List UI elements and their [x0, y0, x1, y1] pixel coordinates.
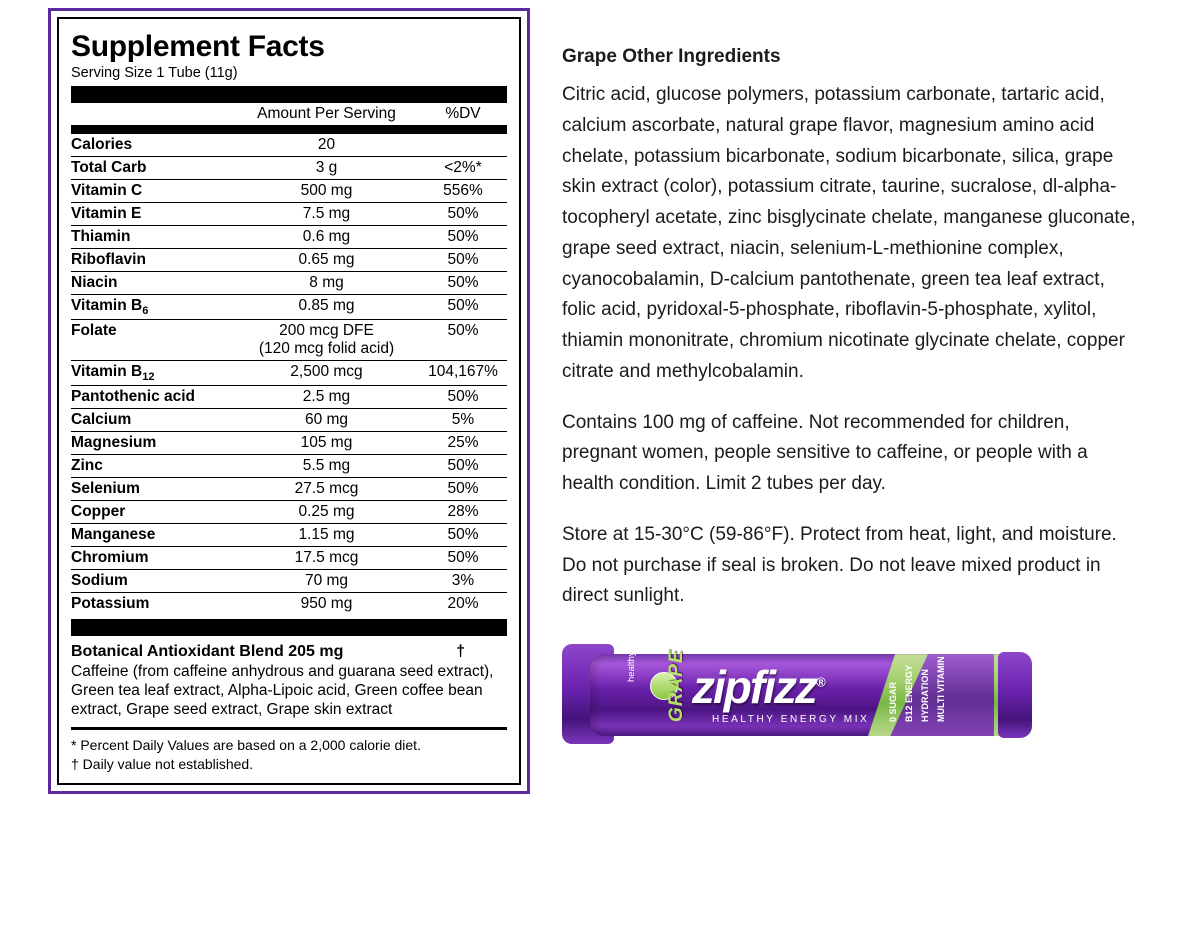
nutrient-name: Potassium [71, 592, 234, 615]
divider-footnote [71, 727, 507, 730]
folate-amount-secondary: (120 mcg folid acid) [258, 339, 395, 357]
nutrient-name: Niacin [71, 271, 234, 294]
brand-name: zipfizz [692, 661, 816, 714]
nutrient-amount: 5.5 mg [234, 454, 419, 477]
nutrient-dv: 50% [419, 523, 507, 546]
nutrient-amount: 105 mg [234, 431, 419, 454]
registered-mark-icon: ® [815, 674, 824, 690]
header-spacer [71, 103, 234, 125]
supplement-facts-inner [57, 17, 521, 785]
nutrient-amount: 0.65 mg [234, 248, 419, 271]
healthy-energy-label: healthy energy [626, 619, 637, 683]
ingredients-paragraph-3: Store at 15-30°C (59-86°F). Protect from heat, light, and moisture. Do not purchase if seal is broken. Do not leave mixed product in direct sunlight. [562, 523, 1117, 607]
nutrient-name: Manganese [71, 523, 234, 546]
header-percent-dv: %DV [445, 104, 481, 122]
table-row [71, 592, 507, 615]
nutrient-amount: 500 mg [234, 179, 419, 202]
nutrient-name: Calcium [71, 408, 234, 431]
divider-thick-top [71, 86, 507, 103]
nutrient-amount: 60 mg [234, 408, 419, 431]
botanical-blend-body: Caffeine (from caffeine anhydrous and guarana seed extract), Green tea leaf extract, Alpha-Lipoic acid, Green coffee bean extract, Grape seed extract, Grape skin extract [71, 662, 494, 718]
footnote-not-established: † Daily value not established. [71, 755, 254, 772]
claim-hydration: HYDRATION [920, 669, 930, 723]
table-row-folate [71, 319, 507, 360]
nutrient-name-vitamin-b12: Vitamin $B_{12}$ [71, 360, 234, 385]
tube-claims [884, 648, 994, 728]
flavor-label: GRAPE [666, 649, 687, 723]
nutrient-name: Chromium [71, 546, 234, 569]
nutrient-amount: 0.85 mg [234, 294, 419, 319]
nutrient-dv: 50% [419, 477, 507, 500]
divider-thick-blend [71, 619, 507, 636]
nutrient-amount: 70 mg [234, 569, 419, 592]
nutrient-dv: 50% [419, 202, 507, 225]
nutrient-dv: 20% [419, 592, 507, 615]
nutrient-amount: 950 mg [234, 592, 419, 615]
table-row [71, 294, 507, 319]
nutrient-amount: 2,500 mcg [234, 360, 419, 385]
nutrient-name: Calories [71, 135, 133, 153]
nutrient-amount: 3 g [234, 156, 419, 179]
nutrient-name: Selenium [71, 477, 234, 500]
ingredients-paragraph-1: Citric acid, glucose polymers, potassium carbonate, tartaric acid, calcium ascorbate, natural grape flavor, magnesium amino acid chelate, potassium bicarbonate, sodium bicarbonate, silica, grape skin extract (color), potassium citrate, taurine, sucralose, dl-alpha-tocopheryl acetate, zinc bisglycinate chelate, manganese gluconate, grape seed extract, niacin, selenium-L-methionine complex, cyanocobalamin, D-calcium pantothenate, green tea leaf extract, folic acid, pyridoxal-5-phosphate, riboflavin-5-phosphate, xylitol, thiamin mononitrate, chromium nicotinate glycinate chelate, copper citrate and methylcobalamin. [562, 84, 1136, 382]
nutrient-dv: 556% [419, 179, 507, 202]
nutrient-dv: <2%* [419, 156, 507, 179]
divider-med-header [71, 125, 507, 134]
nutrient-name: Thiamin [71, 225, 234, 248]
table-row [71, 202, 507, 225]
nutrient-amount: 0.6 mg [234, 225, 419, 248]
table-row [71, 156, 507, 179]
nutrient-dv: 50% [419, 385, 507, 408]
table-row [71, 225, 507, 248]
ingredients-column [540, 0, 1178, 927]
footnotes [71, 736, 507, 772]
nutrient-dv: 50% [419, 546, 507, 569]
botanical-blend-title: Botanical Antioxidant Blend 205 mg [71, 642, 344, 660]
table-row [71, 500, 507, 523]
claim-multi-vitamin: MULTI VITAMIN [936, 656, 946, 723]
nutrient-amount-folate [234, 319, 419, 360]
tube-cap-right [998, 652, 1032, 738]
table-row [71, 179, 507, 202]
table-row [71, 454, 507, 477]
nutrient-name: Vitamin E [71, 202, 234, 225]
nutrient-amount: 8 mg [234, 271, 419, 294]
nutrient-dv: 28% [419, 500, 507, 523]
table-row [71, 360, 507, 385]
nutrition-table [71, 103, 507, 125]
nutrient-name: Sodium [71, 569, 234, 592]
brand-tagline: HEALTHY ENERGY MIX [712, 714, 870, 726]
table-row [71, 385, 507, 408]
nutrient-dv: 3% [419, 569, 507, 592]
table-row [71, 546, 507, 569]
nutrient-amount: 2.5 mg [234, 385, 419, 408]
serving-size: Serving Size 1 Tube (11g) [71, 64, 238, 81]
header-amount-per-serving: Amount Per Serving [257, 104, 396, 122]
product-tube-image [562, 619, 1032, 756]
nutrient-dv: 50% [419, 248, 507, 271]
ingredients-paragraph-2: Contains 100 mg of caffeine. Not recommended for children, pregnant women, people sensitive to caffeine, or people with a health condition. Limit 2 tubes per day. [562, 411, 1088, 495]
nutrient-amount: 20 [317, 135, 336, 153]
nutrient-amount: 0.25 mg [234, 500, 419, 523]
footnote-daily-value: * Percent Daily Values are based on a 2,000 calorie diet. [71, 737, 421, 754]
claim-b12-energy: B12 ENERGY [904, 665, 914, 723]
nutrient-name: Pantothenic acid [71, 385, 234, 408]
nutrient-dv: 50% [419, 319, 507, 360]
nutrient-name: Zinc [71, 454, 234, 477]
nutrient-name: Folate [71, 319, 234, 360]
nutrient-name: Copper [71, 500, 234, 523]
table-row [71, 271, 507, 294]
nutrient-dv: 104,167% [419, 360, 507, 385]
supplement-facts-panel [48, 8, 530, 794]
nutrient-dv: 25% [419, 431, 507, 454]
botanical-blend-header [71, 643, 507, 661]
nutrient-dv: 50% [419, 271, 507, 294]
claim-0-sugar: 0 SUGAR [888, 682, 898, 723]
nutrient-name: Vitamin C [71, 179, 234, 202]
nutrition-rows [71, 134, 507, 615]
table-row [71, 134, 507, 157]
nutrient-name: Total Carb [71, 156, 234, 179]
brand-wordmark [692, 660, 824, 714]
nutrient-amount: 7.5 mg [234, 202, 419, 225]
nutrient-amount: 1.15 mg [234, 523, 419, 546]
nutrient-dv: 50% [419, 225, 507, 248]
table-header-row [71, 103, 507, 125]
folate-amount-primary: 200 mcg DFE [279, 321, 374, 339]
nutrient-dv: 5% [419, 408, 507, 431]
table-row [71, 523, 507, 546]
nutrient-dv: 50% [419, 294, 507, 319]
table-row [71, 248, 507, 271]
nutrient-dv: 50% [419, 454, 507, 477]
ingredients-title: Grape Other Ingredients [562, 46, 781, 67]
table-row [71, 569, 507, 592]
nutrient-amount: 17.5 mcg [234, 546, 419, 569]
nutrient-dv [419, 134, 507, 157]
table-row [71, 477, 507, 500]
table-row [71, 408, 507, 431]
nutrient-name: Magnesium [71, 431, 234, 454]
nutrient-amount: 27.5 mcg [234, 477, 419, 500]
nutrient-name: Riboflavin [71, 248, 234, 271]
botanical-blend-dagger: † [456, 642, 465, 660]
supplement-facts-column [0, 0, 540, 927]
table-row [71, 431, 507, 454]
nutrient-name-vitamin-b6: Vitamin $B_6$ [71, 294, 234, 319]
supplement-facts-title: Supplement Facts [71, 30, 325, 63]
